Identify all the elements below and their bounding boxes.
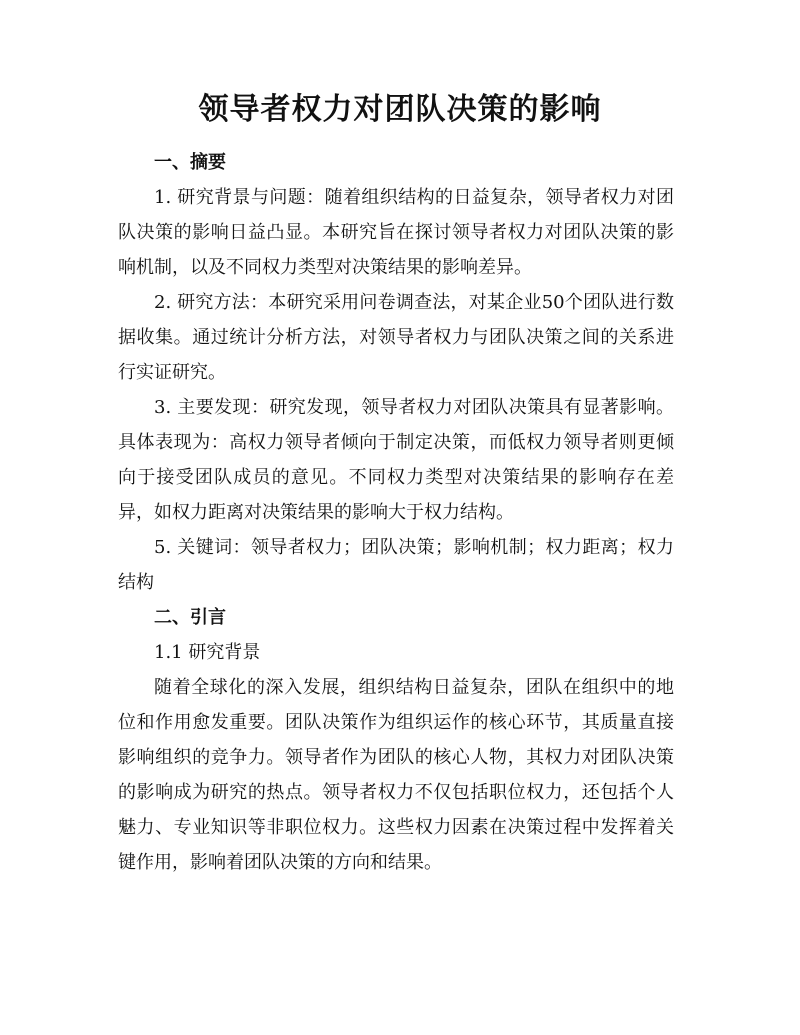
abstract-paragraph-method: 2. 研究方法：本研究采用问卷调查法，对某企业50个团队进行数据收集。通过统计分析方法，对领导者权力与团队决策之间的关系进行实证研究。 bbox=[118, 292, 674, 383]
document-title: 领导者权力对团队决策的影响 bbox=[198, 92, 602, 127]
abstract-paragraph-findings: 3. 主要发现：研究发现，领导者权力对团队决策具有显著影响。具体表现为：高权力领导者倾向于制定决策，而低权力领导者则更倾向于接受团队成员的意见。不同权力类型对决策结果的影响存在差异，如权力距离对决策结果的影响大于权力结构。 bbox=[118, 397, 674, 523]
section-heading-introduction: 二、引言 bbox=[154, 607, 226, 628]
abstract-paragraph-background: 1. 研究背景与问题：随着组织结构的日益复杂，领导者权力对团队决策的影响日益凸显。本研究旨在探讨领导者权力对团队决策的影响机制，以及不同权力类型对决策结果的影响差异。 bbox=[118, 187, 674, 278]
subsection-heading-background: 1.1 研究背景 bbox=[154, 642, 261, 663]
document-body bbox=[118, 145, 674, 880]
section-heading-abstract: 一、摘要 bbox=[154, 152, 226, 173]
abstract-paragraph-keywords: 5. 关键词：领导者权力；团队决策；影响机制；权力距离；权力结构 bbox=[118, 537, 674, 593]
introduction-paragraph: 随着全球化的深入发展，组织结构日益复杂，团队在组织中的地位和作用愈发重要。团队决策作为组织运作的核心环节，其质量直接影响组织的竞争力。领导者作为团队的核心人物，其权力对团队决策的影响成为研究的热点。领导者权力不仅包括职位权力，还包括个人魅力、专业知识等非职位权力。这些权力因素在决策过程中发挥着关键作用，影响着团队决策的方向和结果。 bbox=[118, 677, 674, 873]
